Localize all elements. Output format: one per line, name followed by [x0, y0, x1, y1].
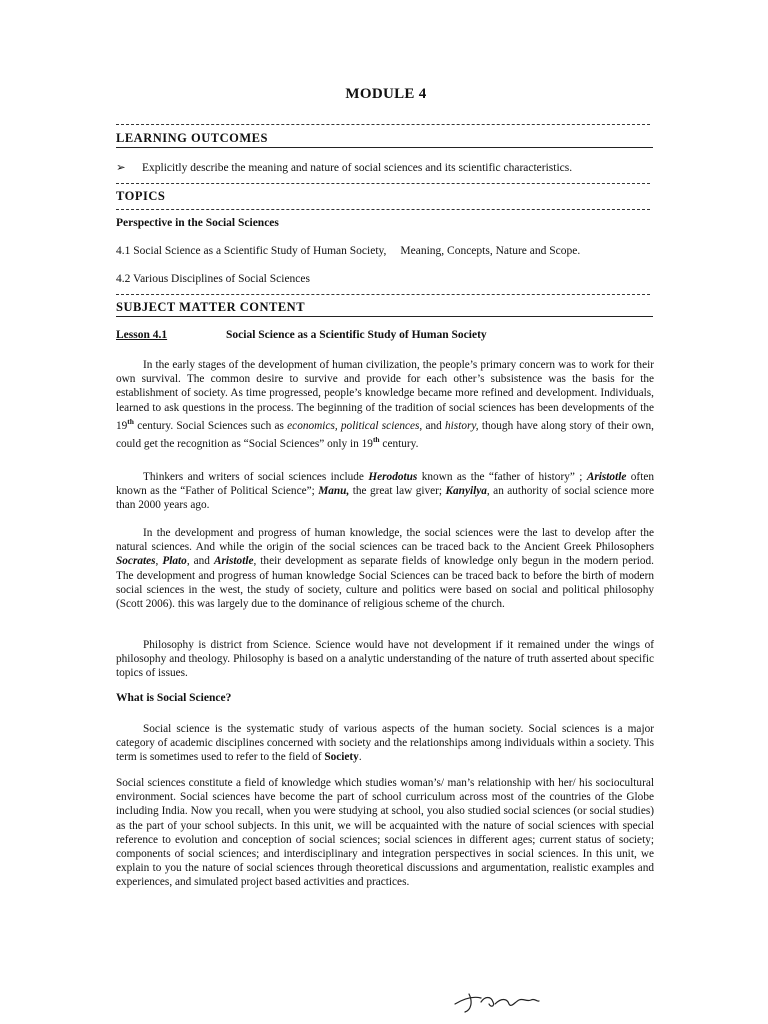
topic-item-4-1-subtitle: Meaning, Concepts, Nature and Scope.: [400, 245, 581, 257]
paragraph-development: In the development and progress of human knowledge, the social sciences were the last to develop after the natural sciences. And while the origin of the social sciences can be traced back to the Ancient Greek Philosophers Socrates, Plato, and Aristotle, their development as separate fields of knowledge only begun in the modern period. The development and progress of human knowledge Social Sciences can be traced back to before the birth of modern social sciences in the west, the study of society, culture and politics were based on social and political philosophy (Scott 2006). this was largely due to the dominance of religious scheme of the church.: [116, 527, 654, 611]
paragraph-definition: Social science is the systematic study of various aspects of the human society. Social sciences is a major category of academic disciplines concerned with society and the relationships among individuals within a society. This term is sometimes used to refer to the field of Society.: [116, 723, 654, 764]
signature-mark: [451, 988, 541, 1014]
lesson-number: Lesson 4.1: [116, 329, 168, 341]
document-page: [116, 0, 656, 1024]
topic-item-4-2: 4.2 Various Disciplines of Social Sciences: [116, 273, 310, 285]
topics-subheading: Perspective in the Social Sciences: [116, 217, 279, 229]
what-is-social-science-heading: What is Social Science?: [116, 692, 232, 704]
lesson-title: Social Science as a Scientific Study of Human Society: [226, 329, 487, 341]
subject-matter-heading: SUBJECT MATTER CONTENT: [116, 300, 306, 314]
heading-underline: [116, 316, 653, 317]
learning-outcome-item: [116, 160, 572, 174]
paragraph-knowledge-field: Social sciences constitute a field of knowledge which studies woman’s/ man’s relationship with her/ his sociocultural environment. Social sciences have become the part of school curriculum across most of the countries of the Globe including India. Now you recall, when you were studying at school, you also studied social sciences (or social studies) as the part of your school subjects. In this unit, we will be acquainted with the nature of social sciences with special reference to evolution and conception of social sciences; social sciences in different ages; current status of society; components of social sciences; and interdisciplinary and integration perspectives in social sciences. In this unit, we explain to you the nature of social sciences through theoretical discussions and argumentation, realistic examples and experiences, and simulated project based activities and practices.: [116, 777, 654, 889]
module-title: MODULE 4: [345, 86, 427, 102]
dashed-divider: [116, 183, 650, 184]
topics-heading: TOPICS: [116, 189, 166, 203]
dashed-divider: [116, 209, 650, 210]
arrow-bullet-icon: ➢: [116, 162, 126, 174]
paragraph-philosophy: Philosophy is district from Science. Science would have not development if it remained under the wings of philosophy and theology. Philosophy is based on a analytic understanding of the nature of truth asserted about specific topics of issues.: [116, 639, 654, 680]
dashed-divider: [116, 124, 650, 125]
learning-outcome-text: Explicitly describe the meaning and nature of social sciences and its scientific characteristics.: [142, 162, 573, 174]
paragraph-origins: In the early stages of the development of human civilization, the people’s primary concern was to work for their own survival. The common desire to survive and provide for each other’s subsistence was the basis for the establishment of society. As time progressed, people’s knowledge became more refined and development. Individuals, learned to ask questions in the process. The beginning of the tradition of social sciences has been developments of the 19th century. Social Sciences such as economics, political sciences, and history, though have along story of their own, could get the recognition as “Social Sciences” only in 19th century.: [116, 359, 654, 450]
lesson-heading: [116, 329, 487, 341]
topic-item-4-1-title: 4.1 Social Science as a Scientific Study of Human Society,: [116, 245, 387, 257]
topic-item-4-1: [116, 245, 580, 257]
learning-outcomes-heading: LEARNING OUTCOMES: [116, 131, 268, 145]
dashed-divider: [116, 294, 650, 295]
heading-underline: [116, 147, 653, 148]
paragraph-thinkers: Thinkers and writers of social sciences include Herodotus known as the “father of history” ; Aristotle often known as the “Father of Political Science”; Manu, the great law giver; Kanyilya, an authority of social science more than 2000 years ago.: [116, 471, 654, 512]
